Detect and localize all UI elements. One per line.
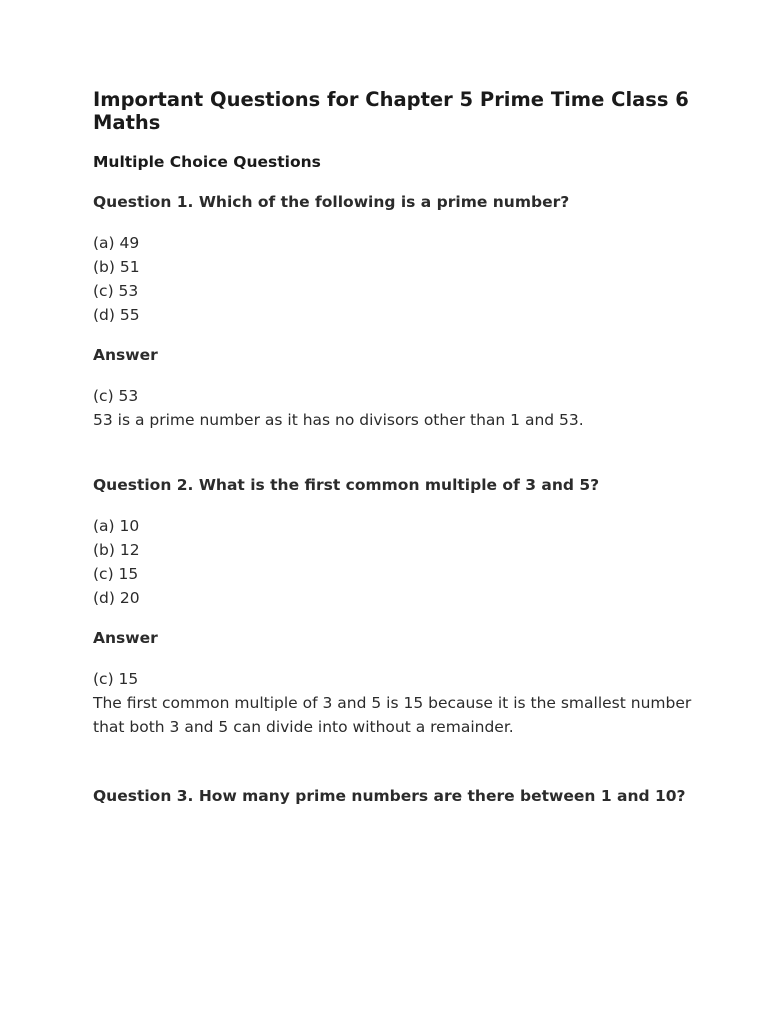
question-2-options: [93, 514, 693, 610]
option-item: (b) 51: [93, 258, 140, 276]
answer-label: Answer: [93, 346, 158, 364]
question-block-1: [93, 191, 693, 432]
spacer: [93, 432, 693, 474]
option-item: (c) 15: [93, 565, 139, 583]
page-title: Important Questions for Chapter 5 Prime Time Class 6 Maths: [93, 88, 689, 134]
question-2-text: Question 2. What is the first common multiple of 3 and 5?: [93, 476, 600, 494]
answer-value: (c) 53: [93, 387, 139, 405]
answer-block: [93, 667, 693, 739]
option-item: (b) 12: [93, 541, 140, 559]
answer-block: [93, 384, 693, 432]
question-1-text: Question 1. Which of the following is a prime number?: [93, 193, 570, 211]
option-item: (d) 55: [93, 306, 140, 324]
question-1-options: [93, 231, 693, 327]
answer-label: Answer: [93, 629, 158, 647]
answer-explanation: 53 is a prime number as it has no divisors other than 1 and 53.: [93, 411, 584, 429]
spacer: [93, 739, 693, 785]
option-item: (a) 10: [93, 517, 140, 535]
question-3-text: Question 3. How many prime numbers are there between 1 and 10?: [93, 787, 686, 805]
option-item: (a) 49: [93, 234, 140, 252]
question-block-2: [93, 474, 693, 739]
option-item: (c) 53: [93, 282, 139, 300]
section-heading: Multiple Choice Questions: [93, 153, 321, 171]
answer-value: (c) 15: [93, 670, 139, 688]
question-block-3: [93, 785, 693, 808]
document-page: [93, 88, 693, 808]
option-item: (d) 20: [93, 589, 140, 607]
answer-explanation: The first common multiple of 3 and 5 is 15 because it is the smallest number that both 3 and 5 can divide into without a remainder.: [93, 694, 692, 736]
